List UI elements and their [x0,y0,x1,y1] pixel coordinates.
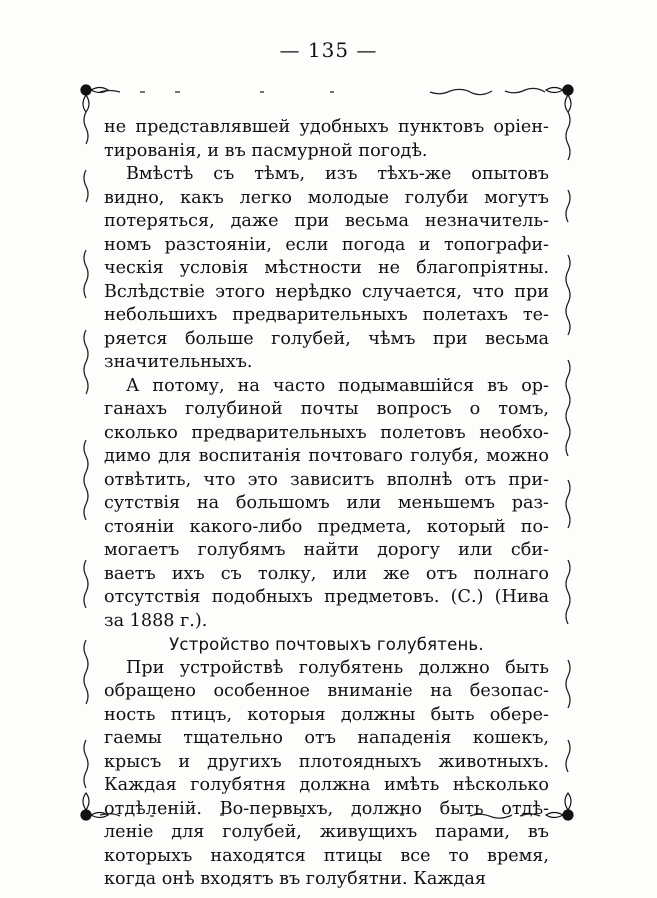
text-line: отсутствія подобныхъ предметовъ. (С.) (Нива [104,587,549,607]
text-line: видно, какъ легко молодые голуби могутъ [104,187,549,208]
text-line: за 1888 г.). [104,610,208,631]
text-line: не представлявшей удобныхъ пунктовъ оріен- [104,117,549,137]
text-line: леніе для голубей, живущихъ парами, въ [104,822,549,842]
paragraph [104,657,549,892]
text-line: гаемы тщательно отъ нападенія кошекъ, [104,728,549,748]
text-line: ряется больше голубей, чѣмъ при весьма [104,328,549,349]
text-line: отвѣтить, что это зависитъ вполнѣ отъ при- [104,469,549,490]
paragraph [104,375,549,634]
text-line: которыхъ находятся птицы все то время, [104,845,549,866]
text-line: ваетъ ихъ съ толку, или же отъ полнаго [104,563,549,584]
text-line: Вмѣстѣ съ тѣмъ, изъ тѣхъ-же опытовъ [126,164,549,184]
top-rule [100,88,545,94]
section-heading: Устройство почтовыхъ голубятень. [169,635,484,654]
text-line: тированія, и въ пасмурной погодѣ. [104,140,428,161]
text-line: отдѣленій. Во-первыхъ, должно быть отдѣ- [104,798,549,819]
text-line: номъ разстояніи, если погода и топографи- [104,234,549,255]
text-line: потеряться, даже при весьма незначитель- [104,211,549,231]
text-line: ганахъ голубиной почты вопросъ о томъ, [104,399,549,419]
corner-ornament-top-right [546,85,573,112]
corner-ornament-bottom-right [546,793,573,820]
text-line: сколько предварительныхъ полетовъ необхо- [104,422,549,443]
text-line: когда онѣ входятъ въ голубятни. Каждая [104,869,486,889]
text-line: крысъ и другихъ плотоядныхъ животныхъ. [104,751,549,772]
left-border [84,112,88,788]
text-line: Вслѣдствіе этого нерѣдко случается, что при [104,281,549,302]
text-line: Каждая голубятня должна имѣть нѣсколько [104,775,549,795]
text-line: значительныхъ. [104,352,253,372]
text-line: стояніи какого-либо предмета, который по- [104,516,549,537]
text-line: А потому, на часто подымавшійся въ ор- [126,375,549,396]
corner-ornament-top-left [81,85,108,112]
text-line: ность птицъ, которыя должны быть обере- [104,704,549,725]
text-line: При устройствѣ голубятень должно быть [126,657,549,678]
text-line: небольшихъ предварительныхъ полетахъ те- [104,305,549,325]
paragraph [104,116,549,163]
page-body [104,116,549,892]
text-line: обращено особенное вниманіе на безопас- [104,681,549,701]
text-line: ческія условія мѣстности не благопріятны. [104,258,549,278]
page-number: — 135 — [279,38,378,62]
paragraph [104,163,549,375]
text-line: сутствія на большомъ или меньшемъ раз- [104,493,549,513]
right-border [566,112,570,772]
text-line: могаетъ голубямъ найти дорогу или сби- [104,540,549,560]
text-line: димо для воспитанія почтоваго голубя, можно [104,446,549,466]
